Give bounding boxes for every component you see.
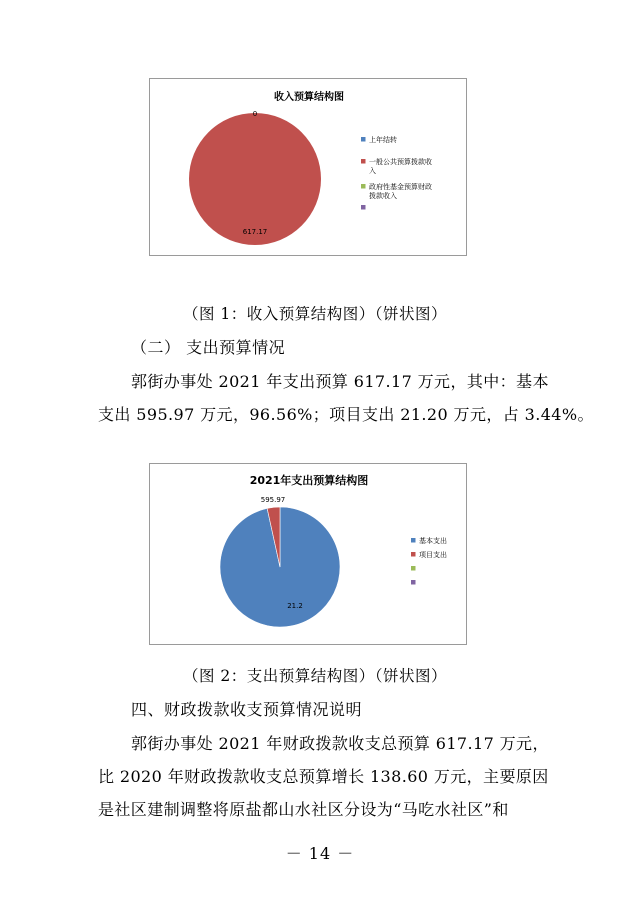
income-pie [189, 113, 321, 245]
legend-label: 政府性基金预算财政 [369, 183, 432, 191]
legend-label: 一般公共预算拨款收 [369, 158, 432, 166]
section-heading-fiscal: 四、财政拨款收支预算情况说明 [131, 700, 363, 719]
section-heading-expense: （二） 支出预算情况 [131, 338, 286, 357]
paragraph-expense-line1: 郭街办事处 2021 年支出预算 617.17 万元，其中：基本 [131, 372, 549, 391]
income-chart-svg [150, 79, 468, 257]
pie-data-label: 21.2 [287, 602, 303, 610]
legend-marker [361, 159, 366, 164]
legend-label: 项目支出 [419, 551, 447, 559]
income-structure-chart [149, 78, 467, 256]
paragraph-expense-line2: 支出 595.97 万元，96.56%；项目支出 21.20 万元，占 3.44%。 [98, 405, 594, 424]
legend-label: 基本支出 [419, 537, 447, 545]
expense-structure-chart [149, 463, 467, 645]
income-chart-title: 收入预算结构图 [274, 92, 344, 103]
legend-label: 入 [369, 167, 376, 175]
legend-label: 上年结转 [369, 136, 397, 144]
pie-data-label: 595.97 [260, 496, 286, 504]
legend-marker [361, 184, 366, 189]
legend-marker [411, 538, 416, 543]
legend-marker [411, 566, 416, 571]
legend-marker [411, 552, 416, 557]
pie-data-label: 0 [252, 110, 258, 118]
expense-chart-title: 2021年支出预算结构图 [249, 474, 369, 487]
expense-chart-svg [150, 464, 468, 646]
page-number: － 14 － [285, 844, 355, 863]
figure2-caption: （图 2：支出预算结构图）（饼状图） [183, 667, 448, 685]
paragraph-fiscal-line2: 比 2020 年财政拨款收支总预算增长 138.60 万元，主要原因 [98, 767, 549, 786]
legend-marker [361, 205, 366, 210]
expense-legend [411, 536, 447, 585]
legend-marker [411, 580, 416, 585]
paragraph-fiscal-line3: 是社区建制调整将原盐都山水社区分设为“马吃水社区”和 [98, 800, 509, 819]
pie-slice [189, 113, 321, 245]
expense-pie [220, 507, 340, 627]
paragraph-fiscal-line1: 郭街办事处 2021 年财政拨款收支总预算 617.17 万元， [131, 734, 549, 753]
figure1-caption: （图 1：收入预算结构图）（饼状图） [183, 305, 448, 323]
pie-data-label: 617.17 [242, 228, 268, 236]
income-legend [361, 135, 432, 210]
legend-marker [361, 137, 366, 142]
legend-label: 拨款收入 [369, 192, 397, 200]
